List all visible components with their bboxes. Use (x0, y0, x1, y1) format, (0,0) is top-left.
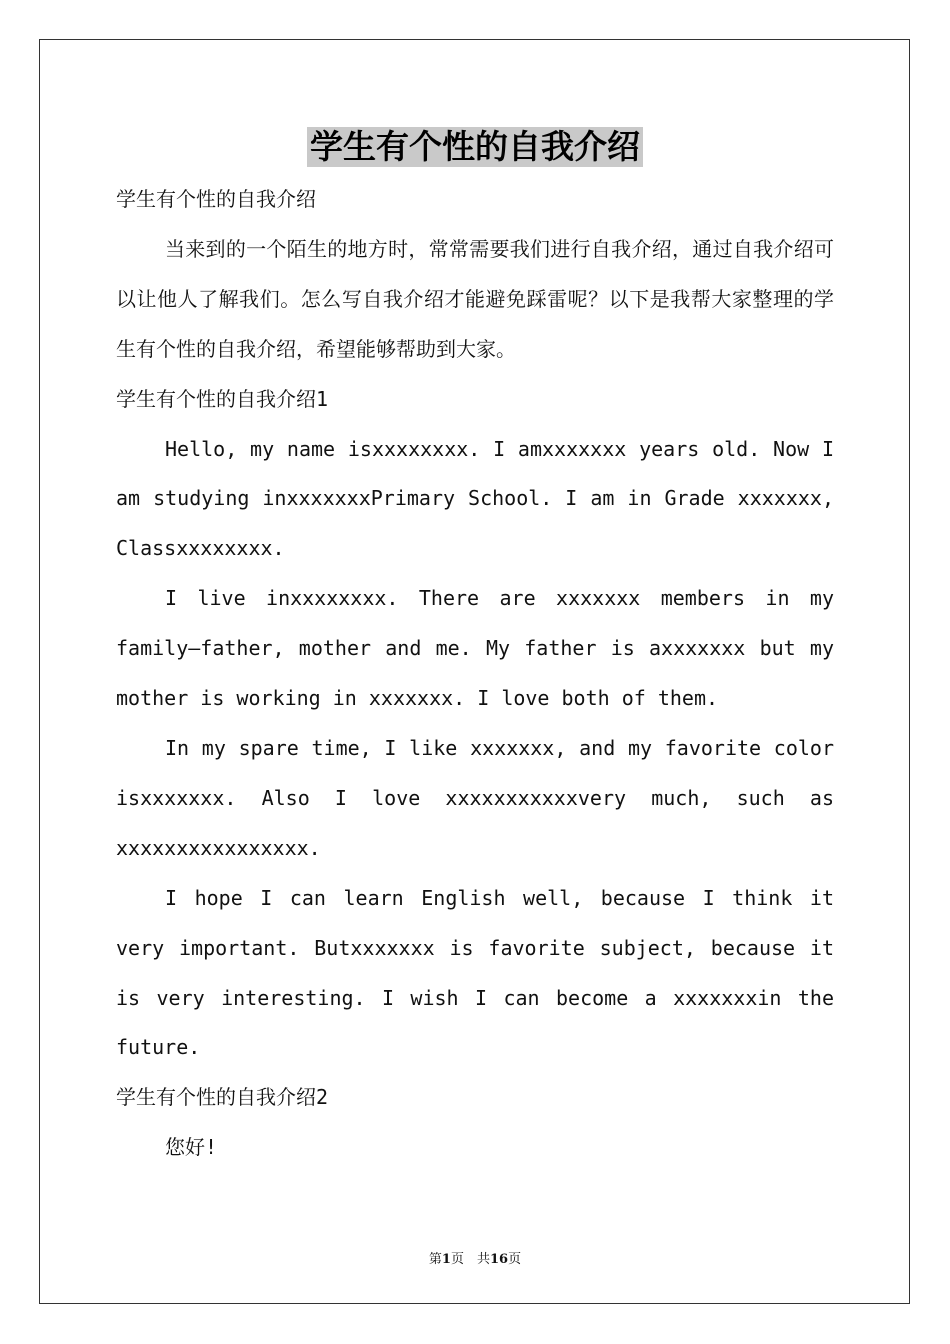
title-area (0, 127, 950, 167)
footer-total-pages: 16 (489, 1252, 509, 1267)
footer-prefix: 第 (428, 1252, 442, 1267)
section2-paragraph: 您好! (165, 1135, 218, 1160)
document-title: 学生有个性的自我介绍 (307, 127, 643, 167)
section1-paragraph: In my spare time, I like xxxxxxx, and my favorite color isxxxxxxx. Also I love xxxxxxxxxxxvery much, such as xxxxxxxxxxxxxxxx. (116, 735, 834, 860)
page-footer (0, 1248, 950, 1267)
footer-total-suffix: 页 (508, 1252, 522, 1267)
footer-page-number: 1 (441, 1252, 451, 1267)
intro-paragraph: 当来到的一个陌生的地方时，常常需要我们进行自我介绍，通过自我介绍可以让他人了解我们。怎么写自我介绍才能避免踩雷呢？以下是我帮大家整理的学生有个性的自我介绍，希望能够帮助到大家。 (116, 236, 834, 361)
section1-paragraph: Hello, my name isxxxxxxxx. I amxxxxxxx years old. Now I am studying inxxxxxxxPrimary School. I am in Grade xxxxxxx, Classxxxxxxxx. (116, 436, 834, 561)
document-subtitle: 学生有个性的自我介绍 (116, 187, 316, 211)
footer-page-suffix: 页 共 (450, 1252, 490, 1267)
section1-paragraph: I hope I can learn English well, because I think it very important. Butxxxxxxx is favorite subject, because it is very interesting. I wish I can become a xxxxxxxin the future. (116, 885, 834, 1060)
section-heading-1: 学生有个性的自我介绍1 (116, 386, 329, 411)
section1-paragraph: I live inxxxxxxxx. There are xxxxxxx members in my family—father, mother and me. My father is axxxxxxx but my mother is working in xxxxxxx. I love both of them. (116, 586, 834, 711)
section-heading-2: 学生有个性的自我介绍2 (116, 1085, 329, 1110)
document-body (116, 175, 834, 1173)
